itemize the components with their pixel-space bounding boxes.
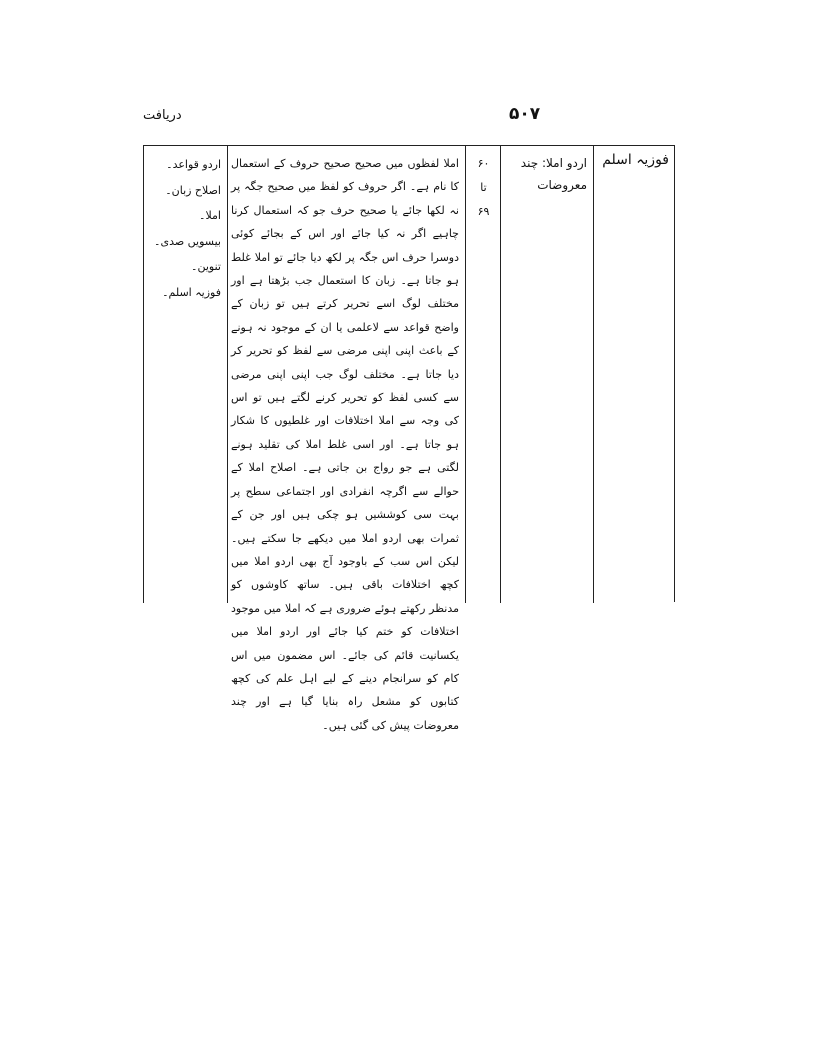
table-right-border <box>674 145 675 602</box>
pages-cell <box>465 146 500 603</box>
abstract-text: املا لفظوں میں صحیح صحیح حروف کے استعمال کا نام ہے۔ اگر حروف کو لفظ میں صحیح جگہ پر نہ لکھا جائے یا صحیح حرف جو کہ استعمال کرنا چاہیے اگر نہ کیا جائے اور اس کے بجائے کوئی دوسرا حرف اس جگہ پر لکھ دیا جائے تو املا غلط ہو جاتا ہے۔ زبان کا استعمال جب بڑھتا ہے اور مختلف لوگ اسے تحریر کرتے ہیں تو زبان کے واضح قواعد سے لاعلمی یا ان کے موجود نہ ہونے کے باعث اپنی اپنی مرضی سے لفظ کو تحریر کر دیا جاتا ہے۔ مختلف لوگ جب اپنی اپنی مرضی سے کسی لفظ کو تحریر کرنے لگتے ہیں تو اس کی وجہ سے املا اختلافات اور غلطیوں کا شکار ہو جاتا ہے۔ اور اسی غلط املا کی تقلید ہونے لگتی ہے جو رواج بن جاتی ہے۔ اصلاح املا کے حوالے سے اگرچہ انفرادی اور اجتماعی سطح پر بہت سی کوششیں ہو چکی ہیں اور جن کے ثمرات بھی اردو املا میں دیکھے جا سکتے ہیں۔ لیکن اس سب کے باوجود آج بھی اردو املا میں کچھ اختلافات باقی ہیں۔ ساتھ کاوشوں کو مدنظر رکھتے ہوئے ضروری ہے کہ املا میں موجود اختلافات کو ختم کیا جائے اور اردو املا میں یکسانیت قائم کی جائے۔ اس مضمون میں اس کام کو سرانجام دینے کے لیے اہل علم کی کچھ کتابوں کو مشعل راہ بنایا گیا ہے اور چند معروضات پیش کی گئی ہیں۔ <box>231 157 459 732</box>
page-header <box>143 104 675 130</box>
journal-name: دریافت <box>143 108 182 123</box>
keyword-item: املا۔ <box>199 209 221 222</box>
keyword-item: فوزیہ اسلم۔ <box>162 285 221 299</box>
keyword-item: بیسویں صدی۔ <box>154 234 221 248</box>
keywords-list <box>147 152 221 305</box>
page-start: ۶۰ <box>477 157 490 170</box>
keyword-item: اردو قواعد۔ <box>166 158 221 171</box>
article-title: اردو املا: چند معروضات <box>520 156 587 192</box>
keyword-item: تنوین۔ <box>191 260 221 273</box>
title-cell <box>500 146 593 603</box>
page-range <box>466 152 501 224</box>
author-name: فوزیہ اسلم <box>602 152 669 168</box>
author-cell <box>593 146 675 603</box>
abstract-cell <box>227 146 465 732</box>
bibliography-table <box>143 145 675 732</box>
keyword-item: اصلاح زبان۔ <box>165 183 221 197</box>
page-end: ۶۹ <box>477 205 490 218</box>
keywords-cell <box>143 146 227 603</box>
page-separator: تا <box>480 181 487 194</box>
page-number: ۵۰۷ <box>509 104 541 124</box>
